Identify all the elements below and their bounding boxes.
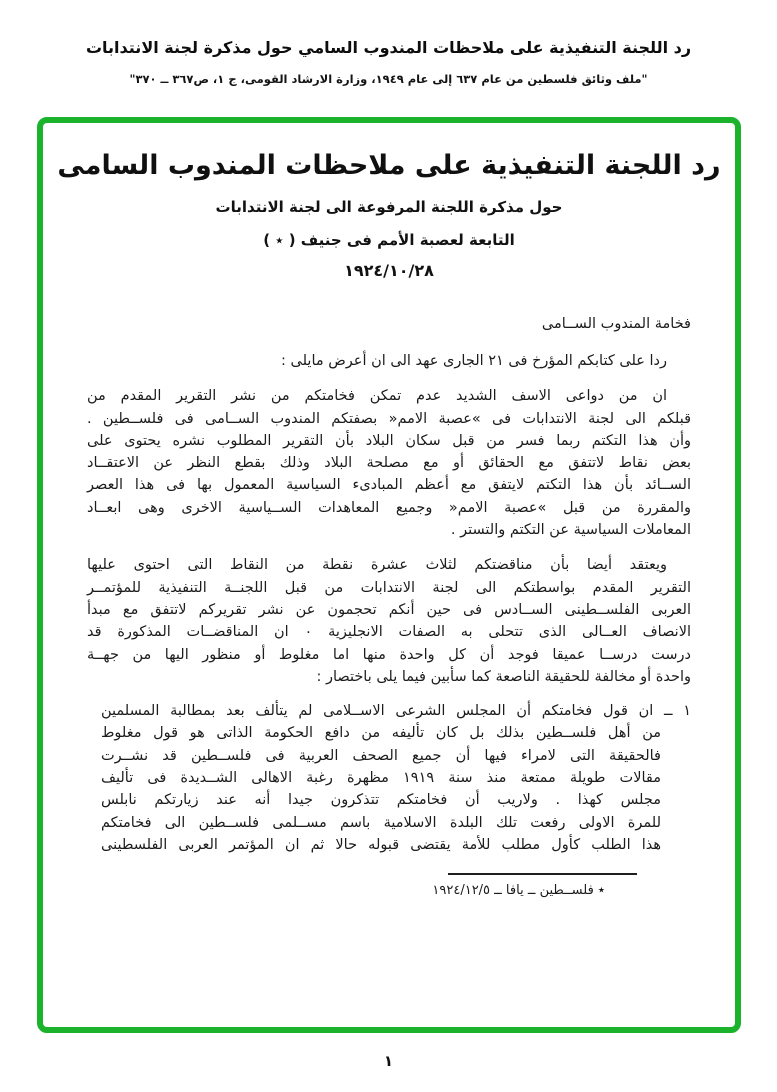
text-line: المعاملات السياسية عن التكتم والتستر .: [450, 522, 691, 539]
document-date: ١٩٢٤/١٠/٢٨: [344, 261, 434, 280]
text-line: العربى الفلســطينى الســادس فى حين أنكم تحجمون عن نشر تقريركم لاتتفق مع مبدأ: [87, 601, 691, 618]
header-title: رد اللجنة التنفيذية على ملاحظات المندوب السامي حول مذكرة لجنة الانتدابات: [85, 38, 692, 57]
text-line: قبلكم الى لجنة الانتدابات فى »عصبة الامم« بصفتكم المندوب الســامى فى فلســطين .: [87, 410, 691, 427]
text-line: وأن هذا التكتم ربما فسر من قبل سكان البلاد بأن التقرير المطلوب نشره يحتوى على: [87, 432, 691, 449]
text-line: التقرير المقدم بواسطتكم الى لجنة الانتدابات من قبل اللجنــة التنفيذية للمؤتمــر: [87, 579, 691, 596]
text-line: الانصاف العــالى الذى تتحلى به الصفات الانجليزية ٠ ان المناقضــات المذكورة قد: [87, 624, 691, 641]
salutation-line: فخامة المندوب الســامى: [541, 316, 691, 332]
text-line: للمرة الاولى رفعت تلك البلدة الاسلامية باسم مســلمى فلســطين الى فخامتكم: [101, 814, 661, 831]
opening-line: ردا على كتابكم المؤرخ فى ٢١ الجارى عهد الى ان أعرض مايلى :: [281, 353, 667, 369]
header-source-citation: "ملف وثائق فلسطين من عام ٦٣٧ إلى عام ١٩٤٩، وزارة الارشاد القومى، ج ١، ص٣٦٧ ــ ٣٧٠": [129, 72, 648, 86]
paragraph-1: [87, 385, 691, 541]
text-line: واحدة أو مخالفة للحقيقة الناصعة كما سأبين فيما يلى باختصار :: [316, 668, 691, 685]
document-body: [87, 313, 691, 901]
text-line: فالحقيقة التى لامراء فيها أن جميع الصحف العربية فى فلســطين قد نشــرت: [101, 747, 661, 764]
document-subtitle-2: التابعة لعصبة الأمم فى جنيف ( ٭ ): [263, 231, 515, 249]
green-document-frame: [37, 117, 741, 1033]
footnote-line: ٭ فلســطين ــ يافا ــ ١٩٢٤/١٢/٥: [432, 883, 605, 899]
text-line: ١ ــ ان قول فخامتكم أن المجلس الشرعى الاســلامى لم يتألف بعد بمطالبة المسلمين: [101, 703, 691, 720]
text-line: ويعتقد أيضا بأن مناقضتكم لثلاث عشرة نقطة من النقاط التى احتوى عليها: [87, 557, 667, 574]
text-line: هذا الطلب كأول مطلب للأمة يقتضى قبوله حالا ثم ان المؤتمر العربى الفلسطينى: [101, 836, 661, 853]
text-line: الســائد بأن هذا التكتم لايتفق مع أعظم المبادىء السياسية المعمول بها فى هذا العصر: [87, 477, 691, 494]
footnote-divider: [448, 873, 637, 875]
text-line: من أهل فلســطين بذلك بل كان تأليفه من دافع الحكومة الذاتى هو قول مغلوط: [101, 725, 661, 742]
document-subtitle-1: حول مذكرة اللجنة المرفوعة الى لجنة الانتدابات: [215, 198, 563, 216]
paragraph-2: [87, 554, 691, 688]
text-line: مقالات طويلة ممتعة منذ سنة ١٩١٩ مظهرة رغبة الاهالى الشــديدة فى تأليف: [101, 770, 661, 787]
text-line: مجلس كهذا . ولاريب أن فخامتكم تتذكرون جيدا أنه عند زيارتكم نابلس: [101, 792, 661, 809]
text-line: درست درســا عميقا فوجد أن كل واحدة منها اما مغلوط أو منظور اليها من جهــة: [87, 646, 691, 663]
document-title: رد اللجنة التنفيذية على ملاحظات المندوب السامى: [57, 150, 721, 181]
page-number: ١: [383, 1052, 394, 1070]
text-line: والمقررة من قبل »عصبة الامم« وجميع المعاهدات الســياسية الاخرى وهى ابعــاد: [87, 499, 691, 516]
text-line: ان من دواعى الاسف الشديد عدم تمكن فخامتكم من نشر التقرير المقدم من: [87, 388, 667, 405]
numbered-item-1: [87, 700, 691, 856]
text-line: بعض نقاط لاتتفق مع الحقائق أو مع مصلحة البلاد وذلك بقطع النظر عن الاعتقــاد: [87, 455, 691, 472]
